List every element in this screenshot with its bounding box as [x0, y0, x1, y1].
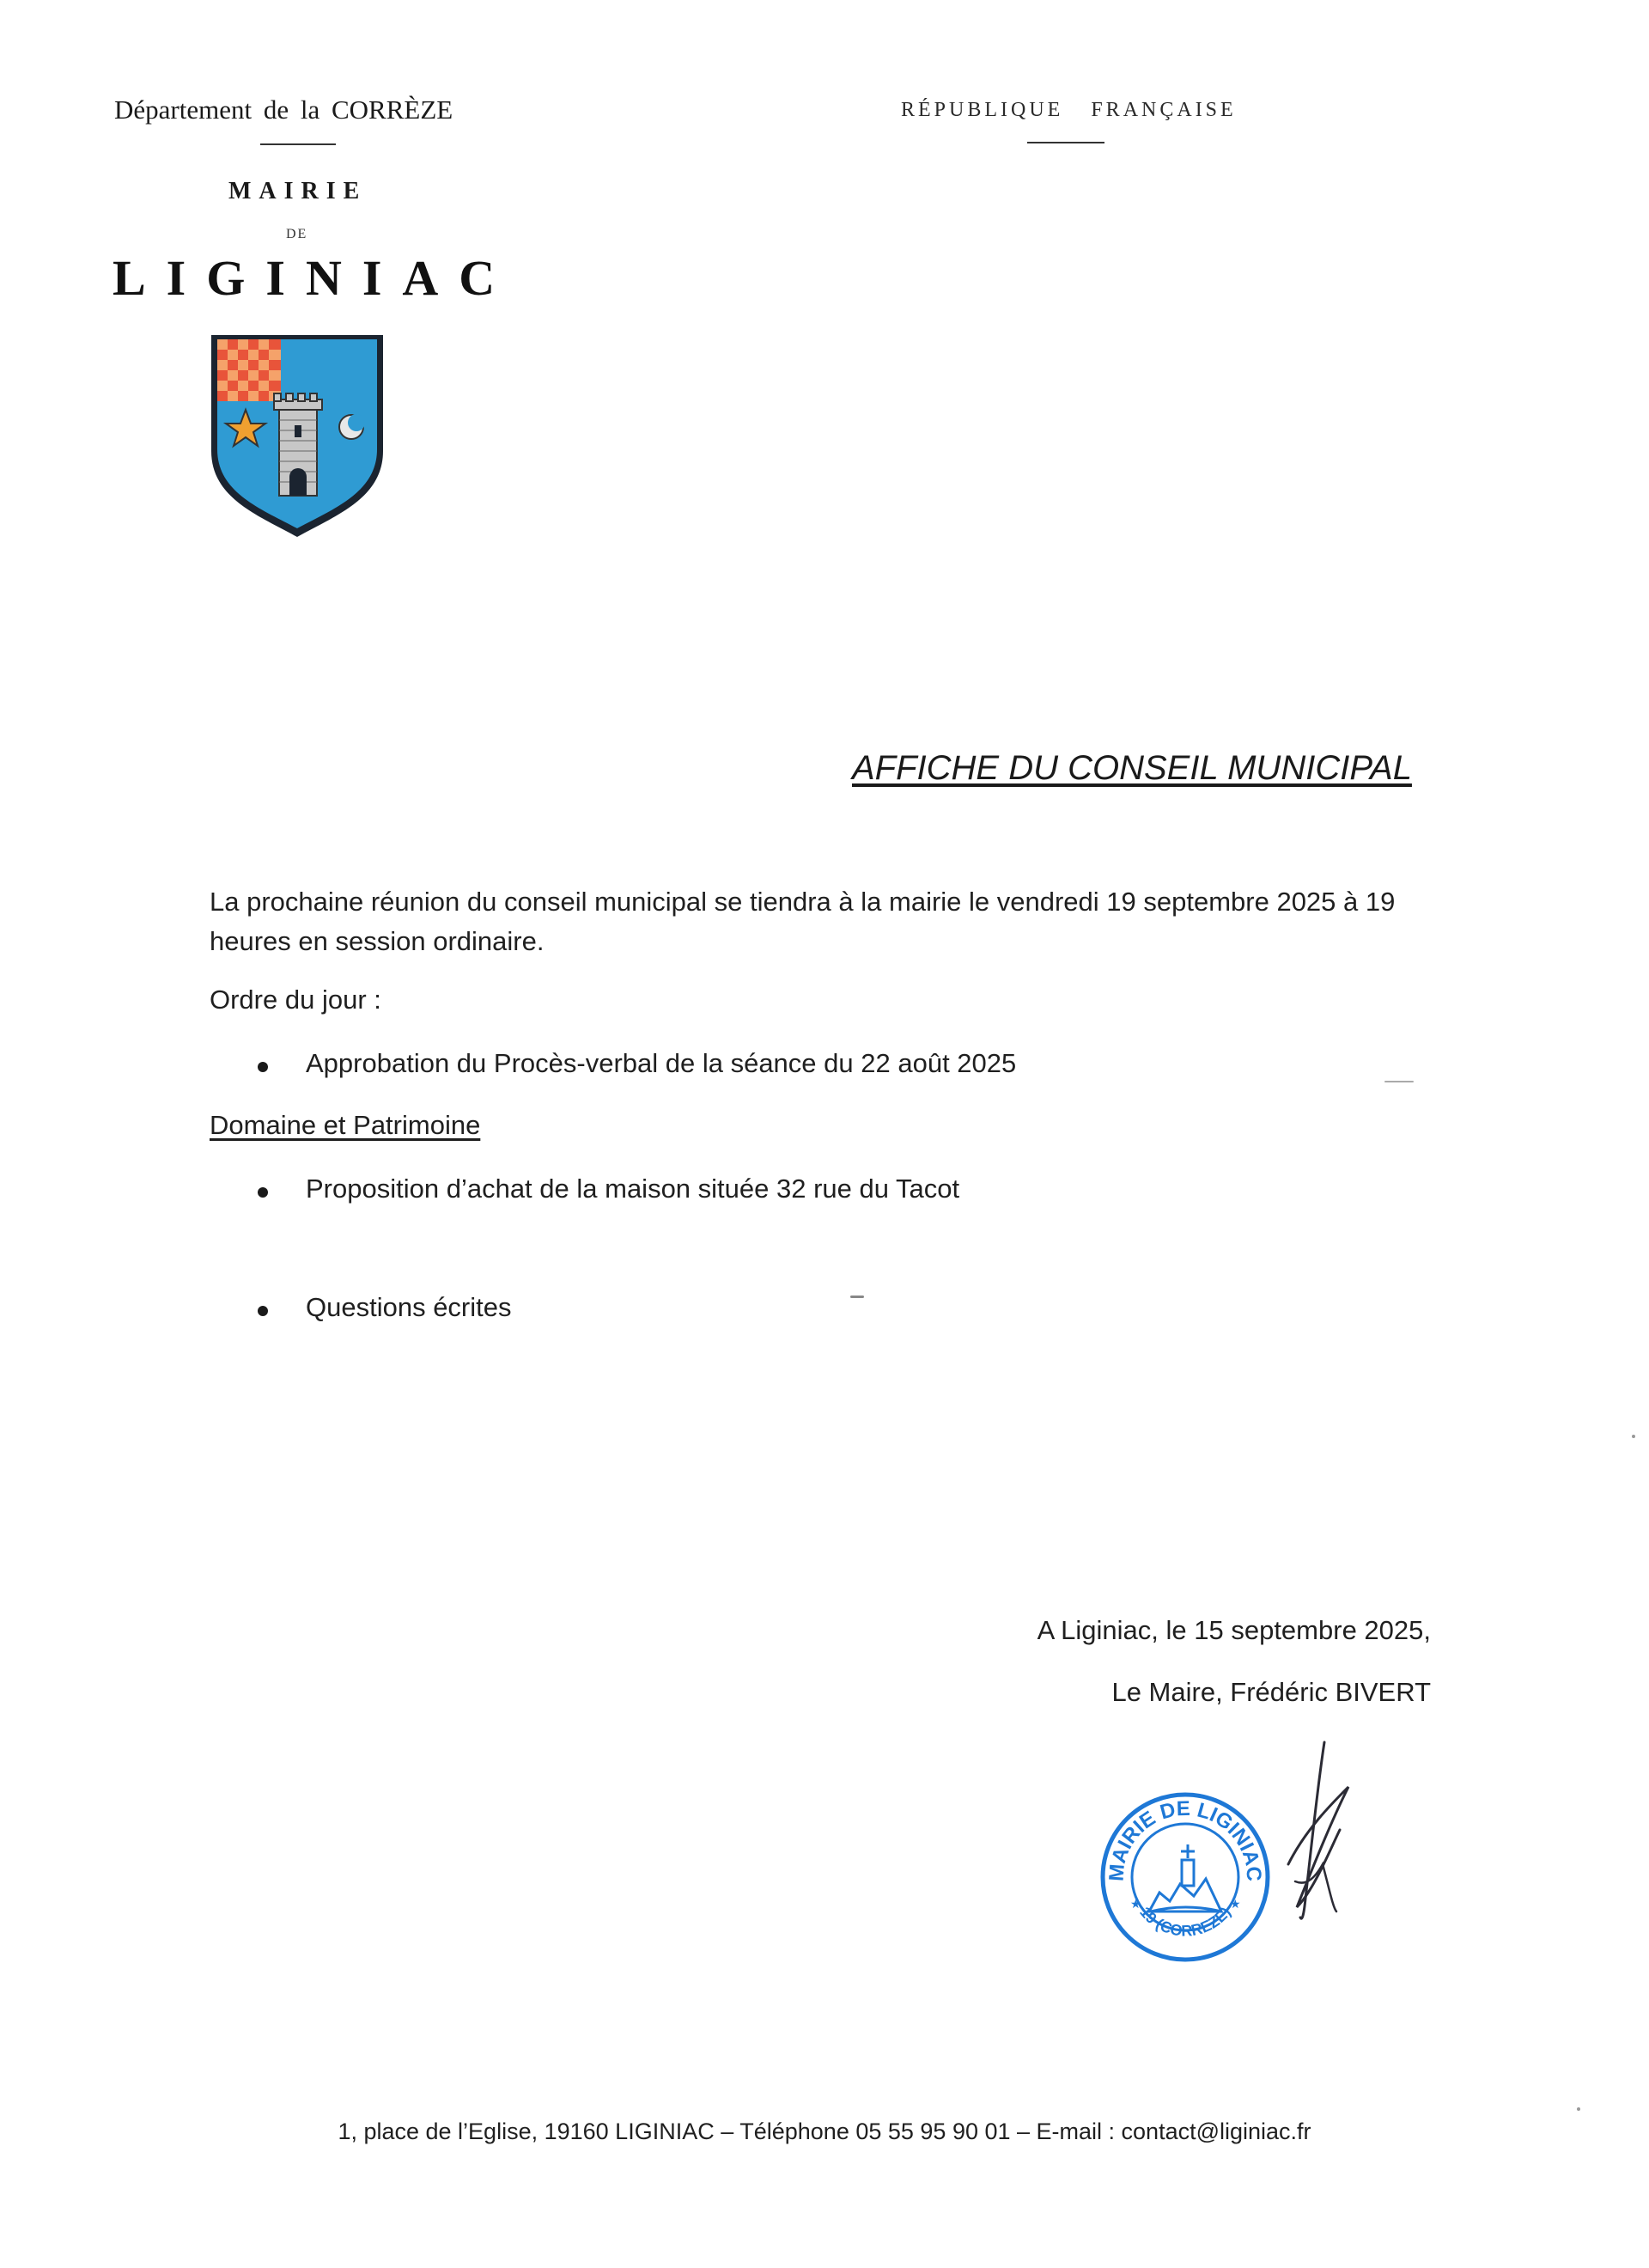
section-heading: Domaine et Patrimoine [210, 1110, 481, 1140]
de-label: DE [286, 227, 308, 241]
department-label: Département de la CORRÈZE [114, 94, 453, 125]
signatory: Le Maire, Frédéric BIVERT [1111, 1677, 1431, 1707]
intro-paragraph: La prochaine réunion du conseil municipal se tiendra à la mairie le vendredi 19 septembre 2025 à 19 heures en session ordinaire. [210, 887, 1396, 956]
svg-text:★: ★ [1230, 1897, 1241, 1911]
republic-label: RÉPUBLIQUE FRANÇAISE [901, 99, 1237, 121]
department-rule [260, 143, 336, 145]
agenda-item-text: Approbation du Procès-verbal de la séance du 22 août 2025 [306, 1048, 1017, 1078]
agenda-item-text: Proposition d’achat de la maison située 32 rue du Tacot [306, 1174, 960, 1204]
scan-speck [1632, 1435, 1635, 1438]
mairie-stamp [1099, 1783, 1271, 1972]
scan-speck [1577, 2107, 1580, 2111]
agenda-item-text: Questions écrites [306, 1292, 512, 1322]
coat-of-arms-icon [207, 331, 387, 541]
agenda-label: Ordre du jour : [210, 985, 381, 1015]
place-date: A Liginiac, le 15 septembre 2025, [1037, 1615, 1431, 1645]
tower-icon [274, 393, 322, 496]
mayor-signature [1280, 1735, 1357, 1924]
town-name: LIGINIAC [113, 250, 516, 306]
stamp-bottom-text: 19 (CORREZE) [1136, 1903, 1234, 1940]
bullet-icon [258, 1187, 268, 1198]
mairie-label: MAIRIE [228, 178, 368, 204]
bullet-icon [258, 1062, 268, 1072]
stamp-village-icon [1149, 1844, 1221, 1911]
scan-speck [850, 1296, 864, 1298]
document-title: AFFICHE DU CONSEIL MUNICIPAL [852, 749, 1412, 787]
bullet-icon [258, 1306, 268, 1316]
footer-address: 1, place de l’Eglise, 19160 LIGINIAC – Téléphone 05 55 95 90 01 – E-mail : contact@liginiac.fr [338, 2119, 1311, 2144]
republic-rule [1027, 142, 1104, 143]
checker-canton [217, 339, 281, 401]
stamp-top-text: MAIRIE DE LIGINIAC [1104, 1796, 1266, 1882]
svg-text:★: ★ [1130, 1897, 1141, 1911]
svg-text:MAIRIE DE LIGINIAC [1105, 1797, 1266, 1882]
scan-speck [1384, 1081, 1414, 1082]
